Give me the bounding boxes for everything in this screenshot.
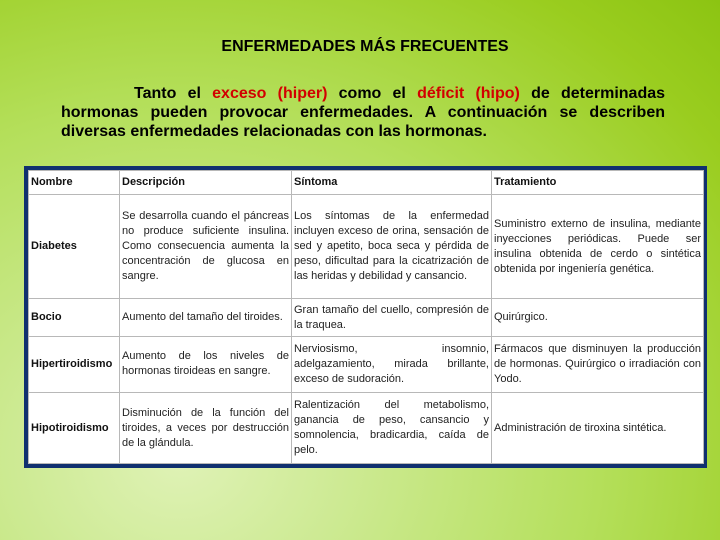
cell-descripcion: Se desarrolla cuando el páncreas no produce suficiente insulina. Como consecuencia aumenta la concentración de glucosa en sangre. bbox=[120, 194, 292, 298]
cell-tratamiento: Fármacos que disminuyen la producción de hormonas. Quirúrgico o irradiación con Yodo. bbox=[492, 336, 704, 392]
intro-text-3: de determinadas hormonas pueden provocar enfermedades. A continuación se describen diversas enfermedades relacionadas con las hormonas. bbox=[61, 85, 666, 140]
cell-descripcion: Aumento del tamaño del tiroides. bbox=[120, 299, 292, 337]
table-row bbox=[29, 194, 704, 298]
cell-sintoma: Nerviosismo, insomnio, adelgazamiento, mirada brillante, exceso de sudoración. bbox=[292, 336, 492, 392]
cell-nombre: Hipertiroidismo bbox=[29, 336, 120, 392]
page-title: ENFERMEDADES MÁS FRECUENTES bbox=[221, 38, 509, 55]
intro-highlight-exceso: exceso (hiper) bbox=[212, 85, 328, 102]
cell-tratamiento: Administración de tiroxina sintética. bbox=[492, 393, 704, 464]
diseases-table-frame bbox=[24, 166, 707, 468]
intro-highlight-deficit: déficit (hipo) bbox=[417, 85, 520, 102]
table-row bbox=[29, 393, 704, 464]
header-tratamiento: Tratamiento bbox=[492, 171, 704, 195]
cell-descripcion: Disminución de la función del tiroides, a veces por destrucción de la glándula. bbox=[120, 393, 292, 464]
header-nombre: Nombre bbox=[29, 171, 120, 195]
header-sintoma: Síntoma bbox=[292, 171, 492, 195]
intro-paragraph bbox=[61, 84, 665, 141]
cell-nombre: Bocio bbox=[29, 299, 120, 337]
table-row bbox=[29, 299, 704, 337]
cell-tratamiento: Suministro externo de insulina, mediante inyecciones periódicas. Puede ser insulina obtenida de cerdo o sintética obtenida por ingeniería genética. bbox=[492, 194, 704, 298]
cell-sintoma: Gran tamaño del cuello, compresión de la traquea. bbox=[292, 299, 492, 337]
cell-sintoma: Los síntomas de la enfermedad incluyen exceso de orina, sensación de sed y apetito, boca seca y pérdida de peso, dificultad para la cicatrización de las heridas y debilidad y cansancio. bbox=[292, 194, 492, 298]
cell-tratamiento: Quirúrgico. bbox=[492, 299, 704, 337]
intro-text-1: Tanto el bbox=[134, 85, 213, 102]
cell-sintoma: Ralentización del metabolismo, ganancia de peso, cansancio y somnolencia, bradicardia, caída de pelo. bbox=[292, 393, 492, 464]
intro-text-2: como el bbox=[327, 85, 418, 102]
table-header-row bbox=[29, 171, 704, 195]
table-row bbox=[29, 336, 704, 392]
cell-descripcion: Aumento de los niveles de hormonas tiroideas en sangre. bbox=[120, 336, 292, 392]
cell-nombre: Diabetes bbox=[29, 194, 120, 298]
diseases-table bbox=[28, 170, 704, 464]
header-descripcion: Descripción bbox=[120, 171, 292, 195]
cell-nombre: Hipotiroidismo bbox=[29, 393, 120, 464]
